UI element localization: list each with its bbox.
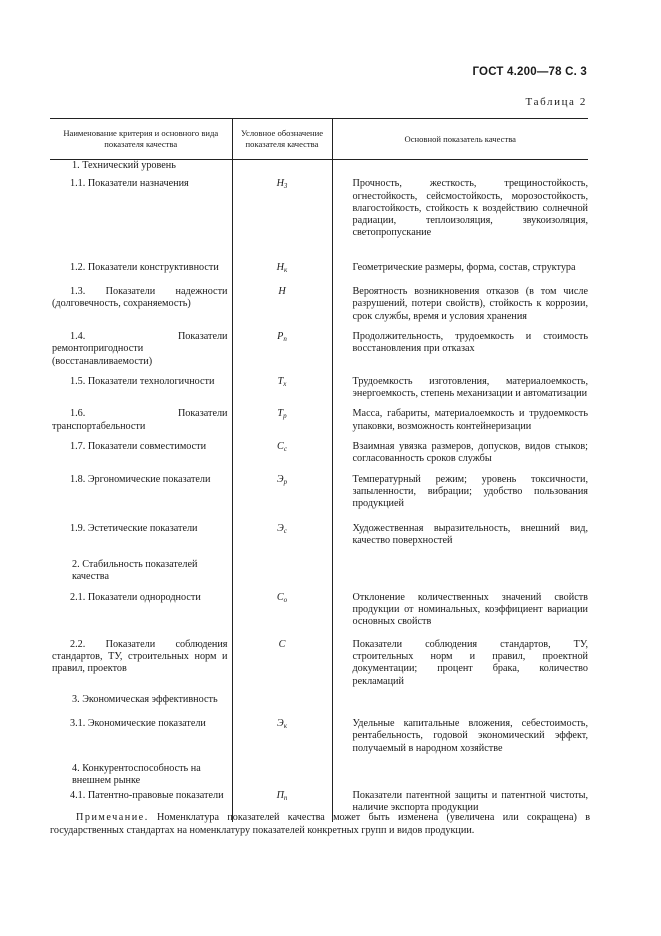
- criterion-cell: [50, 408, 232, 441]
- table-row: [50, 592, 588, 639]
- symbol-cell: [232, 559, 332, 592]
- section-title: 1. Технический уровень: [72, 160, 176, 171]
- main-indicator-cell: [332, 441, 588, 474]
- symbol-cell: [232, 262, 332, 286]
- main-indicator-text: Отклонение количественных значений свойств продукции от номинальных, коэффициент вариации основных свойств: [352, 591, 588, 628]
- symbol-cell: [232, 178, 332, 261]
- criterion-cell: [50, 262, 232, 286]
- main-indicator-cell: [332, 639, 588, 694]
- main-indicator-text: Вероятность возникновения отказов (в том числе разрушений, потери свойств), стойкость к коррозии, срок службы, время и условия хранения: [352, 286, 588, 322]
- main-indicator-text: Продолжительность, трудоемкость и стоимость восстановления при отказах: [352, 330, 588, 355]
- section-title-cell: [50, 763, 232, 790]
- indicator-symbol: [277, 790, 288, 801]
- criterion-name: 2.2. Показатели соблюдения стандартов, ТУ, строительных норм и правил, проектов: [52, 638, 228, 675]
- main-indicator-text: Масса, габариты, материалоемкость и трудоемкость упаковки, возможность контейнеризации: [352, 408, 588, 432]
- indicator-symbol: [277, 474, 287, 485]
- indicator-symbol: [277, 441, 287, 452]
- criterion-name: 2.1. Показатели однородности: [70, 591, 201, 603]
- symbol-subscript: п: [283, 793, 288, 802]
- main-indicator-text: Трудоемкость изготовления, материалоемкость, энергоемкость, степень механизации и автоматизации: [352, 375, 588, 400]
- symbol-main: Н: [276, 178, 284, 190]
- main-indicator-cell: [332, 763, 588, 790]
- criterion-name: 1.6. Показатели транспортабельности: [52, 408, 228, 432]
- symbol-main: С: [278, 638, 286, 650]
- symbol-subscript: о: [283, 595, 288, 604]
- main-indicator-cell: [332, 331, 588, 376]
- section-title: 4. Конкурентоспособность на внешнем рынке: [72, 762, 201, 787]
- criterion-name: 3.1. Экономические показатели: [70, 718, 206, 730]
- main-indicator-text: Показатели соблюдения стандартов, ТУ, строительных норм и правил, проектной документации; процент брака, количество рекламаций: [352, 638, 588, 687]
- symbol-main: Т: [277, 408, 284, 420]
- criterion-name: 1.8. Эргономические показатели: [70, 473, 211, 485]
- criterion-name: 1.4. Показатели ремонтопригодности (восстанавливаемости): [52, 330, 228, 367]
- section-row: [50, 160, 588, 179]
- symbol-main: Э: [277, 718, 284, 730]
- table-row: [50, 286, 588, 331]
- symbol-cell: [232, 160, 332, 179]
- criterion-cell: [50, 474, 232, 523]
- table-row: [50, 523, 588, 560]
- column-header-main-indicator: Основной показатель качества: [332, 119, 588, 160]
- section-row: [50, 694, 588, 718]
- criterion-cell: [50, 718, 232, 763]
- table-row: [50, 718, 588, 763]
- criterion-cell: [50, 639, 232, 694]
- column-header-criterion: Наименование критерия и основного вида показателя качества: [50, 119, 232, 160]
- main-indicator-cell: [332, 694, 588, 718]
- criterion-cell: [50, 331, 232, 376]
- table-row: [50, 262, 588, 286]
- symbol-main: Р: [277, 330, 284, 342]
- table-caption: Таблица 2: [525, 96, 587, 108]
- indicator-symbol: [279, 639, 286, 650]
- table-row: [50, 376, 588, 409]
- criterion-cell: [50, 376, 232, 409]
- symbol-main: Н: [278, 286, 286, 298]
- table-row: [50, 441, 588, 474]
- section-title: 3. Экономическая эффективность: [72, 693, 218, 705]
- note-label: Примечание.: [76, 812, 149, 823]
- symbol-subscript: р: [283, 477, 288, 486]
- section-row: [50, 763, 588, 790]
- symbol-cell: [232, 286, 332, 331]
- main-indicator-cell: [332, 286, 588, 331]
- criterion-cell: [50, 441, 232, 474]
- main-indicator-cell: [332, 376, 588, 409]
- main-indicator-text: Удельные капитальные вложения, себестоимость, рентабельность, годовой экономический эффект, получаемый в народном хозяйстве: [352, 718, 588, 754]
- symbol-cell: [232, 376, 332, 409]
- main-indicator-text: Геометрические размеры, форма, состав, структура: [352, 261, 576, 273]
- main-indicator-cell: [332, 592, 588, 639]
- symbol-subscript: х: [283, 379, 287, 388]
- main-indicator-text: Температурный режим; уровень токсичности, запыленности, вибрации; удобство пользования продукцией: [352, 473, 588, 510]
- section-row: [50, 559, 588, 592]
- indicator-symbol: [278, 286, 285, 297]
- symbol-cell: [232, 592, 332, 639]
- column-header-symbol: Условное обозначение показателя качества: [232, 119, 332, 160]
- indicator-symbol: [277, 718, 287, 729]
- indicator-symbol: [277, 331, 287, 342]
- criterion-cell: [50, 286, 232, 331]
- table-row: [50, 331, 588, 376]
- main-indicator-cell: [332, 718, 588, 763]
- indicator-symbol: [277, 262, 288, 273]
- indicator-symbol: [277, 592, 287, 603]
- symbol-main: Э: [277, 522, 284, 534]
- table-row: [50, 178, 588, 261]
- symbol-main: Э: [276, 473, 284, 485]
- criterion-name: 1.5. Показатели технологичности: [70, 375, 215, 387]
- main-indicator-cell: [332, 474, 588, 523]
- section-title-cell: [50, 559, 232, 592]
- symbol-subscript: п: [283, 334, 287, 343]
- main-indicator-text: Прочность, жесткость, трещиностойкость, огнестойкость, сейсмостойкость, морозостойкость, влагостойкость, стойкость к воздействию солнечной радиации, теплоизоляция, звукоизоляция, светопропускание: [352, 178, 588, 239]
- indicator-symbol: [278, 376, 287, 387]
- criterion-name: 1.1. Показатели назначения: [70, 178, 189, 190]
- indicator-symbol: [277, 178, 288, 189]
- table-row: [50, 474, 588, 523]
- header-row: [50, 119, 588, 160]
- main-indicator-cell: [332, 178, 588, 261]
- section-title-cell: [50, 694, 232, 718]
- main-indicator-text: Показатели патентной защиты и патентной чистоты, наличие экспорта продукции: [352, 789, 588, 813]
- symbol-cell: [232, 694, 332, 718]
- criterion-name: 1.9. Эстетические показатели: [70, 522, 198, 534]
- criterion-name: 4.1. Патентно-правовые показатели: [70, 789, 224, 801]
- criterion-cell: [50, 178, 232, 261]
- symbol-subscript: р: [283, 412, 287, 421]
- symbol-main: Н: [276, 261, 285, 273]
- main-indicator-cell: [332, 408, 588, 441]
- symbol-subscript: 3: [283, 182, 288, 191]
- criterion-cell: [50, 592, 232, 639]
- table-header: [50, 119, 588, 160]
- symbol-cell: [232, 718, 332, 763]
- symbol-subscript: к: [284, 265, 288, 274]
- table-note: [50, 812, 590, 837]
- symbol-cell: [232, 474, 332, 523]
- symbol-main: П: [276, 789, 284, 801]
- note-text: Номенклатура показателей качества может быть изменена (увеличена или сокращена) в государственных стандартах на номенклатуру показателей конкретных групп и видов продукции.: [50, 812, 591, 836]
- symbol-cell: [232, 331, 332, 376]
- table-row: [50, 408, 588, 441]
- page-header: ГОСТ 4.200—78 С. 3: [472, 66, 587, 78]
- symbol-main: Т: [277, 375, 284, 387]
- main-indicator-text: Художественная выразительность, внешний вид, качество поверхностей: [352, 522, 588, 546]
- section-title-cell: [50, 160, 232, 179]
- symbol-subscript: к: [283, 722, 287, 731]
- symbol-cell: [232, 639, 332, 694]
- quality-indicators-table: [50, 118, 588, 822]
- criterion-cell: [50, 523, 232, 560]
- indicator-symbol: [277, 523, 287, 534]
- quality-table-container: [50, 118, 588, 822]
- symbol-main: С: [276, 591, 284, 603]
- symbol-cell: [232, 763, 332, 790]
- main-indicator-cell: [332, 523, 588, 560]
- table-body: [50, 160, 588, 823]
- main-indicator-cell: [332, 262, 588, 286]
- symbol-cell: [232, 523, 332, 560]
- symbol-subscript: с: [283, 526, 287, 535]
- table-row: [50, 639, 588, 694]
- main-indicator-cell: [332, 160, 588, 179]
- indicator-symbol: [277, 408, 286, 419]
- criterion-name: 1.7. Показатели совместимости: [70, 441, 207, 453]
- symbol-subscript: с: [283, 445, 287, 454]
- symbol-cell: [232, 408, 332, 441]
- symbol-main: С: [277, 441, 284, 453]
- criterion-name: 1.2. Показатели конструктивности: [70, 261, 219, 273]
- symbol-cell: [232, 441, 332, 474]
- section-title: 2. Стабильность показателей качества: [72, 559, 198, 583]
- criterion-name: 1.3. Показатели надежности (долговечность, сохраняемость): [52, 286, 228, 310]
- main-indicator-text: Взаимная увязка размеров, допусков, видов стыков; согласованность сроков службы: [352, 441, 588, 465]
- main-indicator-cell: [332, 559, 588, 592]
